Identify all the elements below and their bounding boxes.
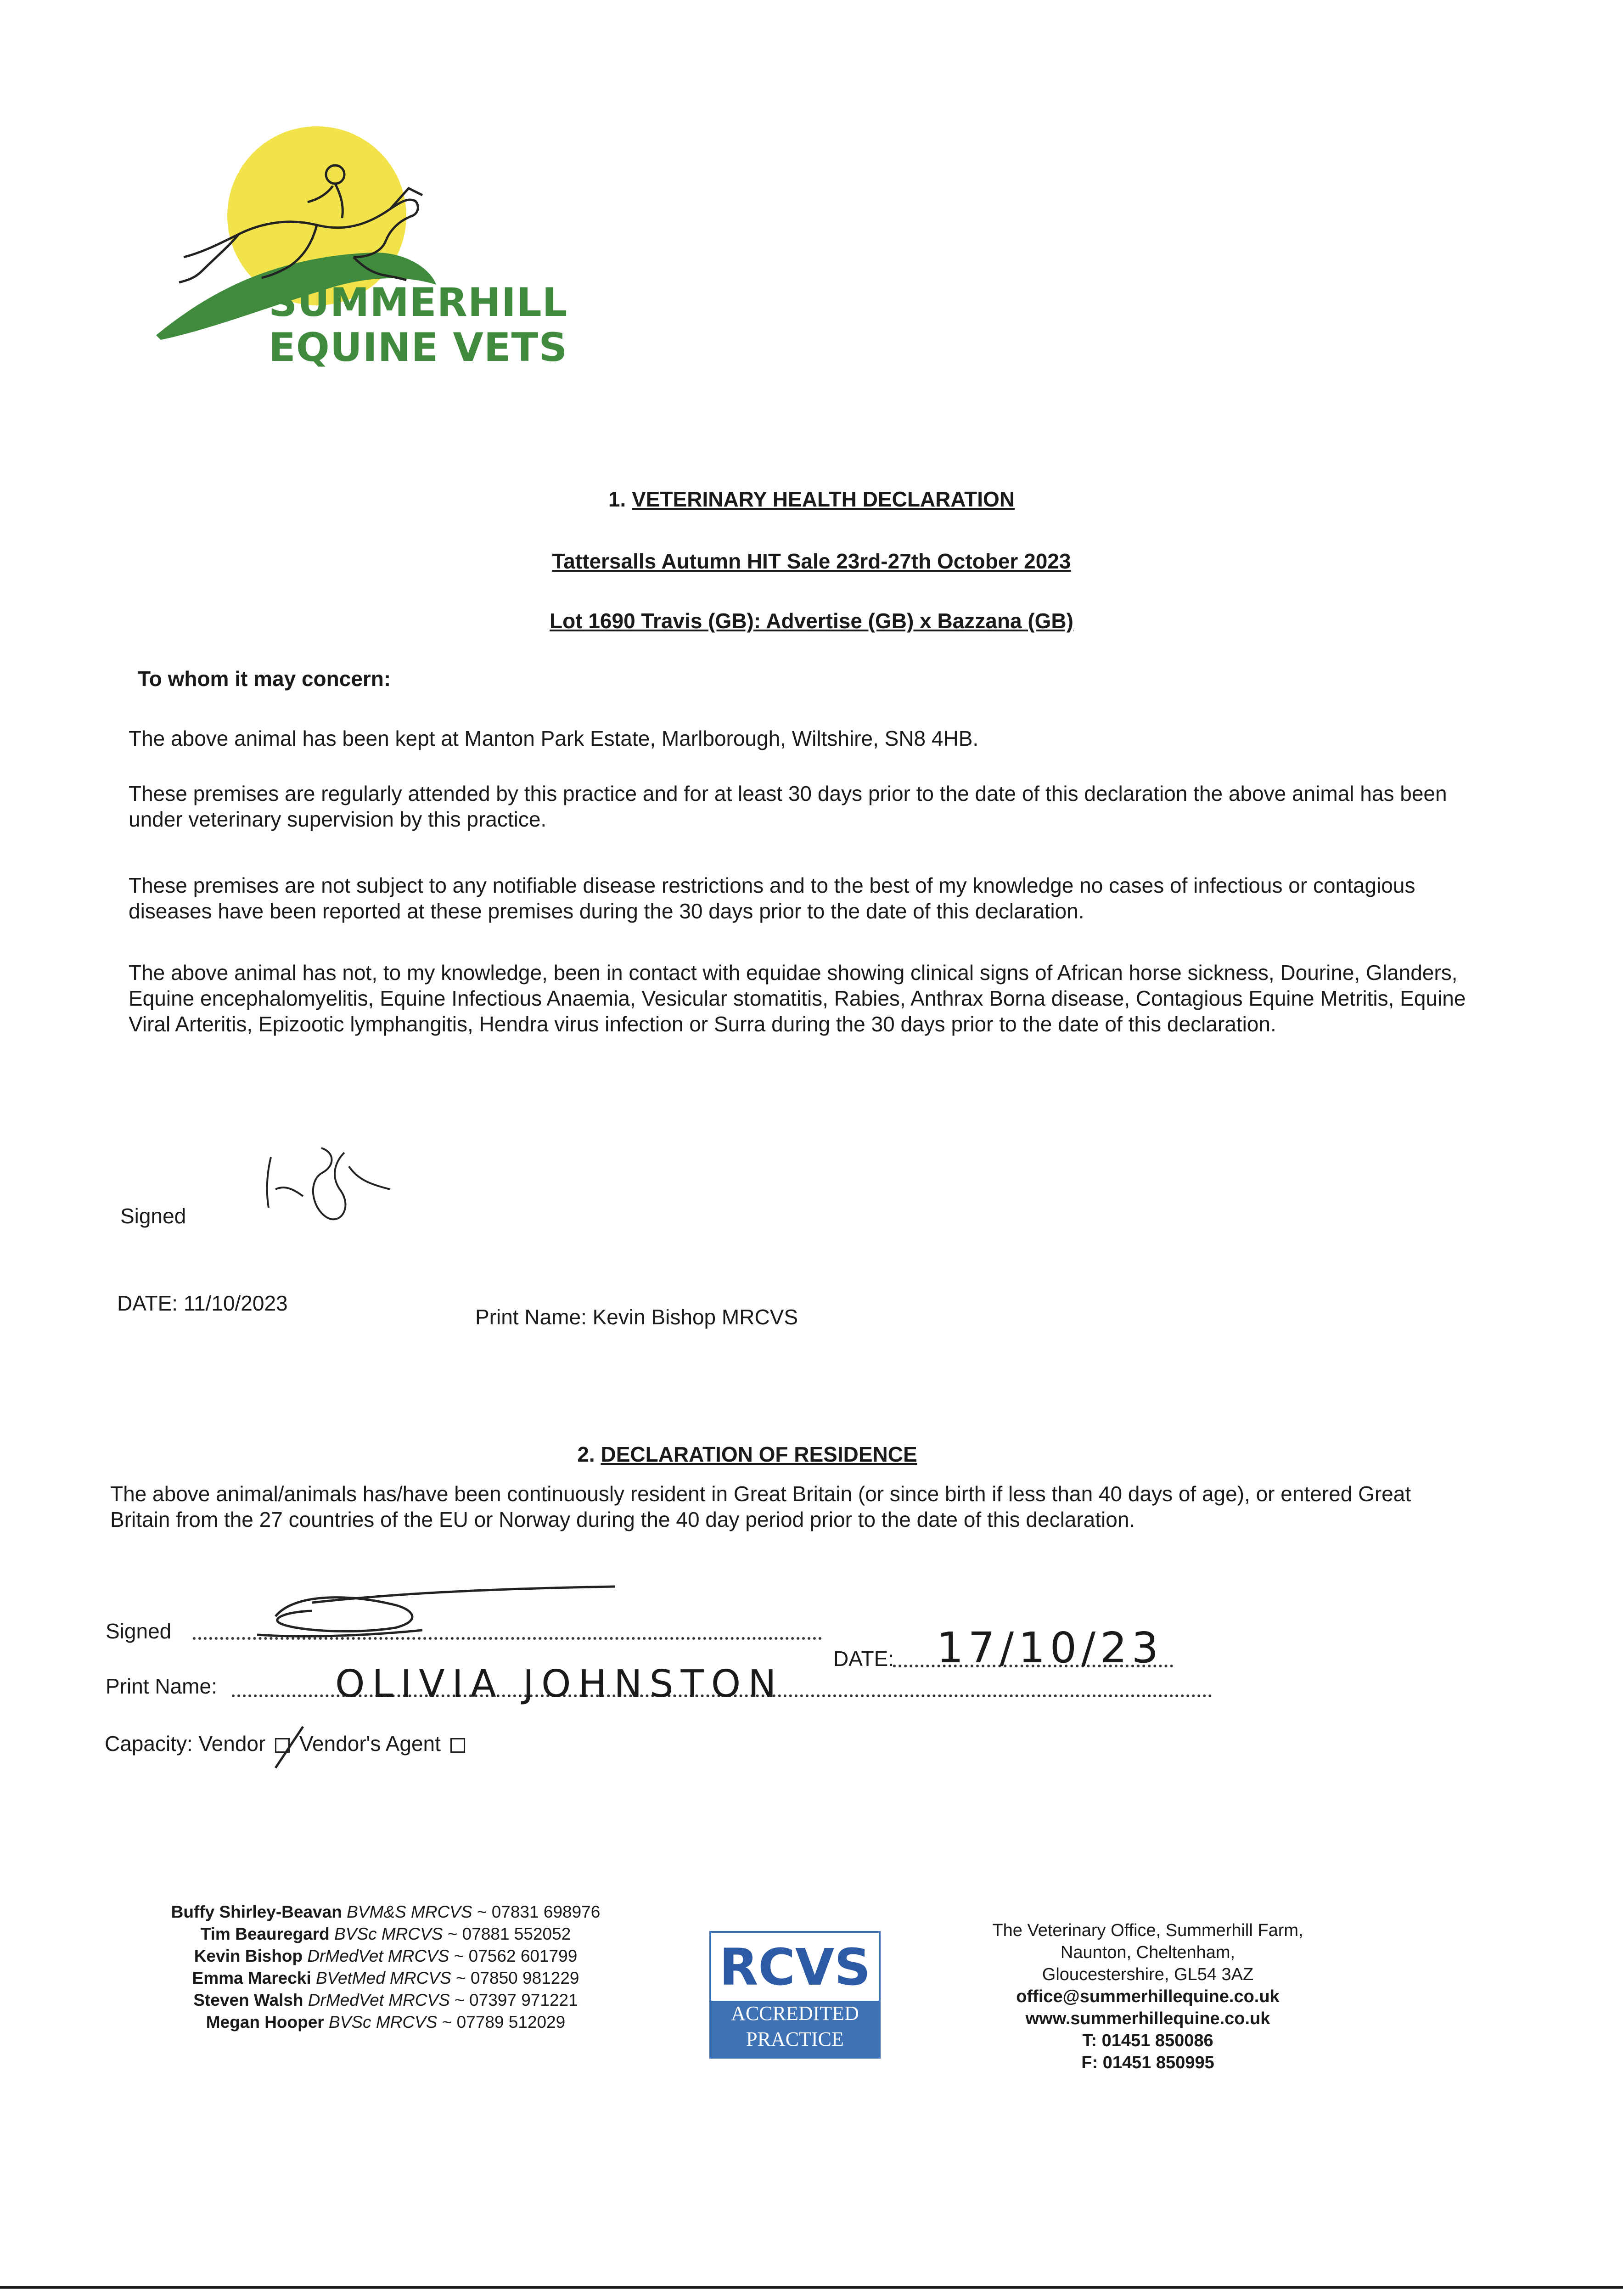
rcvs-accredited-badge [709, 1931, 881, 2059]
rcvs-logo-text: RCVS [719, 1938, 871, 1997]
salutation: To whom it may concern: [138, 667, 391, 691]
handwritten-print-name: OLIVIA JOHNSTON [335, 1662, 784, 1706]
section1-number: 1. [608, 487, 626, 511]
vet-row: Buffy Shirley-Beavan BVM&S MRCVS ~ 07831 698976 [171, 1902, 601, 1921]
telephone: T: 01451 850086 [1082, 2031, 1213, 2050]
email-link[interactable]: office@summerhillequine.co.uk [1016, 1987, 1280, 2006]
paragraph-supervision: These premises are regularly attended by this practice and for at least 30 days prior to the date of this declaration the above animal has been under veterinary supervision by this practice. [129, 782, 1447, 831]
lot-line: Lot 1690 Travis (GB): Advertise (GB) x Bazzana (GB) [550, 609, 1073, 633]
vet-row: Kevin Bishop DrMedVet MRCVS ~ 07562 601799 [194, 1947, 578, 1965]
rcvs-line-2: PRACTICE [746, 2028, 844, 2050]
vet-row: Emma Marecki BVetMed MRCVS ~ 07850 981229 [192, 1969, 579, 1987]
practice-address [973, 1919, 1322, 2074]
address-line: Naunton, Cheltenham, [1060, 1943, 1236, 1962]
website-link[interactable]: www.summerhillequine.co.uk [1025, 2009, 1270, 2028]
address-line: The Veterinary Office, Summerhill Farm, [992, 1921, 1303, 1940]
paragraph-restrictions: These premises are not subject to any notifiable disease restrictions and to the best of my knowledge no cases of infectious or contagious diseases have been reported at these premises during the 30 days prior to the date of this declaration. [129, 873, 1415, 923]
page-bottom-edge [0, 2286, 1623, 2289]
rcvs-accreditation [711, 2001, 879, 2057]
sale-line: Tattersalls Autumn HIT Sale 23rd-27th October 2023 [552, 549, 1071, 573]
address-line: Gloucestershire, GL54 3AZ [1042, 1965, 1254, 1984]
checkbox-tick-mark [271, 1724, 308, 1770]
vet-row: Megan Hooper BVSc MRCVS ~ 07789 512029 [206, 2013, 566, 2032]
paragraph-residence: The above animal/animals has/have been continuously resident in Great Britain (or since birth if less than 40 days of age), or entered Great Britain from the 27 countries of the EU or Norway during the 40 day period prior to the date of this declaration. [110, 1482, 1411, 1531]
date-1: DATE: 11/10/2023 [117, 1291, 288, 1315]
vendor-agent-checkbox[interactable] [450, 1738, 465, 1753]
print-name-1: Print Name: Kevin Bishop MRCVS [475, 1305, 798, 1329]
section1-heading [0, 487, 1623, 512]
print-name-label-2: Print Name: [106, 1674, 217, 1698]
vendor-signature [257, 1584, 624, 1662]
lot-title [0, 608, 1623, 633]
paragraph-premises: The above animal has been kept at Manton Park Estate, Marlborough, Wiltshire, SN8 4HB. [129, 726, 979, 750]
section1-title: VETERINARY HEALTH DECLARATION [632, 487, 1015, 511]
paragraph-contact: The above animal has not, to my knowledge, been in contact with equidae showing clinical signs of African horse sickness, Dourine, Glanders, Equine encephalomyelitis, Equine Infectious Anaemia, Vesicular stomatitis, Rabies, Anthrax Borna disease, Contagious Equine Metritis, Equine Viral Arteritis, Epizootic lymphangitis, Hendra virus infection or Surra during the 30 days prior to the date of this declaration. [129, 961, 1466, 1036]
section2-number: 2. [577, 1442, 595, 1466]
rcvs-line-1: ACCREDITED [731, 2002, 859, 2025]
handwritten-date: 17/10/23 [937, 1623, 1163, 1672]
sale-title [0, 549, 1623, 574]
vet-signature [257, 1139, 432, 1235]
logo-line-2: EQUINE VETS [269, 325, 568, 371]
vets-list [142, 1901, 629, 2033]
date-label-2: DATE: [833, 1647, 894, 1671]
fax: F: 01451 850995 [1081, 2053, 1214, 2072]
section2-heading [0, 1442, 1559, 1467]
logo-wordmark [269, 280, 567, 370]
logo-line-1: SUMMERHILL [269, 280, 568, 326]
vet-row: Steven Walsh DrMedVet MRCVS ~ 07397 971221 [193, 1991, 578, 2009]
vendor-agent-label: Vendor's Agent [299, 1732, 441, 1756]
signed-label-2: Signed [106, 1619, 172, 1643]
capacity-vendor-label: Capacity: Vendor [105, 1732, 266, 1756]
section2-title: DECLARATION OF RESIDENCE [601, 1442, 917, 1466]
signed-label-1: Signed [120, 1204, 186, 1228]
vet-row: Tim Beauregard BVSc MRCVS ~ 07881 552052 [200, 1925, 571, 1943]
